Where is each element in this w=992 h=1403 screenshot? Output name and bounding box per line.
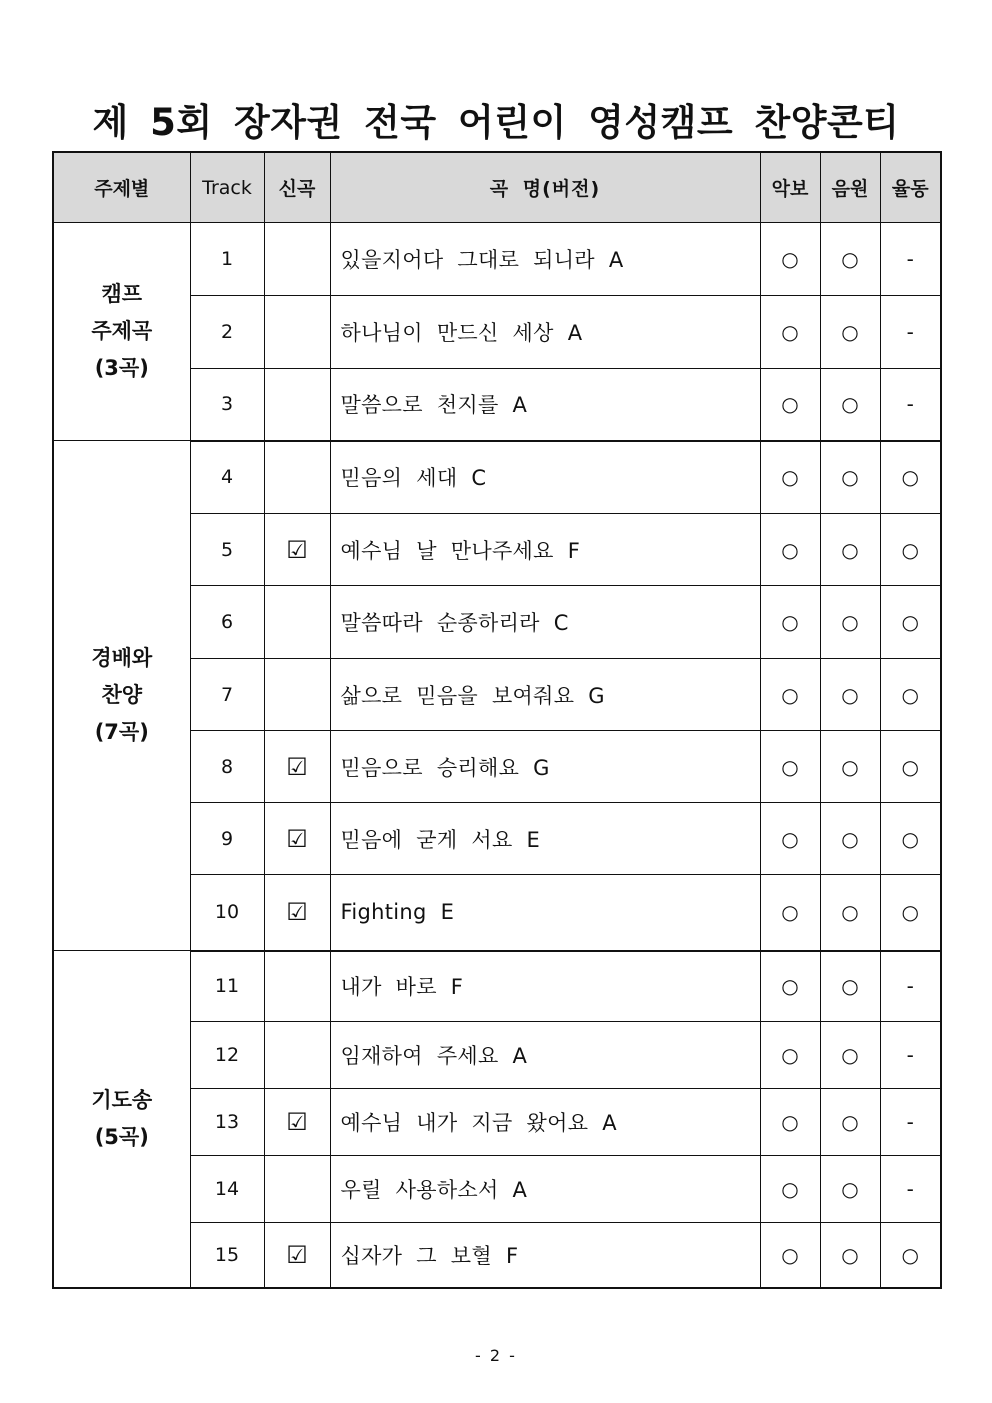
- table-row: [53, 223, 941, 296]
- track-cell: 14: [190, 1156, 264, 1223]
- audio-available-cell: ○: [820, 223, 880, 296]
- audio-available-cell: ○: [820, 1156, 880, 1223]
- header-song: 곡 명(버전): [330, 152, 760, 223]
- audio-available-cell: ○: [820, 586, 880, 659]
- dance-available-cell: -: [880, 223, 941, 296]
- song-title-cell: 삶으로 믿음을 보여줘요 G: [330, 659, 760, 731]
- new-song-check-icon: ☑: [264, 875, 330, 951]
- song-title-cell: Fighting E: [330, 875, 760, 951]
- song-title-cell: 예수님 날 만나주세요 F: [330, 514, 760, 586]
- new-song-check-icon: [264, 586, 330, 659]
- song-title-cell: 말씀따라 순종하리라 C: [330, 586, 760, 659]
- theme-label-line: 주제곡: [91, 319, 153, 343]
- score-available-cell: ○: [760, 1022, 820, 1089]
- theme-label-line: (7곡): [94, 720, 149, 744]
- dance-available-cell: -: [880, 296, 941, 369]
- new-song-check-icon: [264, 223, 330, 296]
- song-title-cell: 믿음으로 승리해요 G: [330, 731, 760, 803]
- track-cell: 15: [190, 1223, 264, 1288]
- new-song-check-icon: ☑: [264, 514, 330, 586]
- score-available-cell: ○: [760, 514, 820, 586]
- track-cell: 9: [190, 803, 264, 875]
- song-title-cell: 하나님이 만드신 세상 A: [330, 296, 760, 369]
- theme-label-line: (3곡): [94, 356, 149, 380]
- audio-available-cell: ○: [820, 514, 880, 586]
- new-song-check-icon: [264, 659, 330, 731]
- track-cell: 11: [190, 951, 264, 1022]
- audio-available-cell: ○: [820, 1022, 880, 1089]
- header-theme: 주제별: [53, 152, 190, 223]
- track-cell: 4: [190, 441, 264, 514]
- new-song-check-icon: [264, 1022, 330, 1089]
- audio-available-cell: ○: [820, 875, 880, 951]
- new-song-check-icon: [264, 441, 330, 514]
- new-song-check-icon: ☑: [264, 1223, 330, 1288]
- dance-available-cell: ○: [880, 803, 941, 875]
- track-cell: 7: [190, 659, 264, 731]
- track-cell: 6: [190, 586, 264, 659]
- audio-available-cell: ○: [820, 441, 880, 514]
- score-available-cell: ○: [760, 951, 820, 1022]
- page-number: - 2 -: [475, 1346, 517, 1365]
- score-available-cell: ○: [760, 369, 820, 441]
- dance-available-cell: ○: [880, 875, 941, 951]
- new-song-check-icon: [264, 1156, 330, 1223]
- track-cell: 12: [190, 1022, 264, 1089]
- song-title-cell: 임재하여 주세요 A: [330, 1022, 760, 1089]
- theme-label-line: 경배와: [91, 646, 153, 670]
- song-title-cell: 있을지어다 그대로 되니라 A: [330, 223, 760, 296]
- song-title-cell: 십자가 그 보혈 F: [330, 1223, 760, 1288]
- dance-available-cell: -: [880, 1089, 941, 1156]
- header-new: 신곡: [264, 152, 330, 223]
- score-available-cell: ○: [760, 1156, 820, 1223]
- dance-available-cell: ○: [880, 1223, 941, 1288]
- song-title-cell: 믿음의 세대 C: [330, 441, 760, 514]
- dance-available-cell: ○: [880, 514, 941, 586]
- dance-available-cell: ○: [880, 441, 941, 514]
- new-song-check-icon: ☑: [264, 1089, 330, 1156]
- new-song-check-icon: ☑: [264, 803, 330, 875]
- song-title-cell: 믿음에 굳게 서요 E: [330, 803, 760, 875]
- table-row: [53, 441, 941, 514]
- track-cell: 2: [190, 296, 264, 369]
- track-cell: 1: [190, 223, 264, 296]
- song-list-table: [52, 151, 942, 1289]
- score-available-cell: ○: [760, 659, 820, 731]
- score-available-cell: ○: [760, 803, 820, 875]
- audio-available-cell: ○: [820, 296, 880, 369]
- score-available-cell: ○: [760, 1223, 820, 1288]
- score-available-cell: ○: [760, 1089, 820, 1156]
- score-available-cell: ○: [760, 441, 820, 514]
- theme-cell: [53, 951, 190, 1288]
- theme-label-line: 기도송: [91, 1087, 153, 1112]
- header-audio: 음원: [820, 152, 880, 223]
- new-song-check-icon: [264, 369, 330, 441]
- score-available-cell: ○: [760, 586, 820, 659]
- track-cell: 3: [190, 369, 264, 441]
- table-row: [53, 951, 941, 1022]
- header-score: 악보: [760, 152, 820, 223]
- song-title-cell: 말씀으로 천지를 A: [330, 369, 760, 441]
- audio-available-cell: ○: [820, 369, 880, 441]
- header-row: [53, 152, 941, 223]
- theme-label-line: 찬양: [101, 683, 143, 707]
- theme-cell: [53, 223, 190, 441]
- audio-available-cell: ○: [820, 951, 880, 1022]
- song-title-cell: 예수님 내가 지금 왔어요 A: [330, 1089, 760, 1156]
- dance-available-cell: ○: [880, 659, 941, 731]
- theme-label-line: (5곡): [94, 1124, 149, 1149]
- new-song-check-icon: ☑: [264, 731, 330, 803]
- track-cell: 13: [190, 1089, 264, 1156]
- theme-label-line: 캠프: [101, 282, 143, 306]
- table-body: [53, 223, 941, 1288]
- audio-available-cell: ○: [820, 731, 880, 803]
- score-available-cell: ○: [760, 731, 820, 803]
- track-cell: 5: [190, 514, 264, 586]
- header-dance: 율동: [880, 152, 941, 223]
- song-title-cell: 우릴 사용하소서 A: [330, 1156, 760, 1223]
- dance-available-cell: -: [880, 1022, 941, 1089]
- audio-available-cell: ○: [820, 1223, 880, 1288]
- score-available-cell: ○: [760, 875, 820, 951]
- dance-available-cell: -: [880, 369, 941, 441]
- new-song-check-icon: [264, 951, 330, 1022]
- header-track: Track: [190, 152, 264, 223]
- audio-available-cell: ○: [820, 803, 880, 875]
- page-title: 제 5회 장자권 전국 어린이 영성캠프 찬양콘티: [92, 101, 900, 144]
- new-song-check-icon: [264, 296, 330, 369]
- score-available-cell: ○: [760, 223, 820, 296]
- dance-available-cell: ○: [880, 586, 941, 659]
- song-title-cell: 내가 바로 F: [330, 951, 760, 1022]
- track-cell: 8: [190, 731, 264, 803]
- score-available-cell: ○: [760, 296, 820, 369]
- theme-cell: [53, 441, 190, 951]
- track-cell: 10: [190, 875, 264, 951]
- dance-available-cell: ○: [880, 731, 941, 803]
- audio-available-cell: ○: [820, 659, 880, 731]
- dance-available-cell: -: [880, 951, 941, 1022]
- dance-available-cell: -: [880, 1156, 941, 1223]
- audio-available-cell: ○: [820, 1089, 880, 1156]
